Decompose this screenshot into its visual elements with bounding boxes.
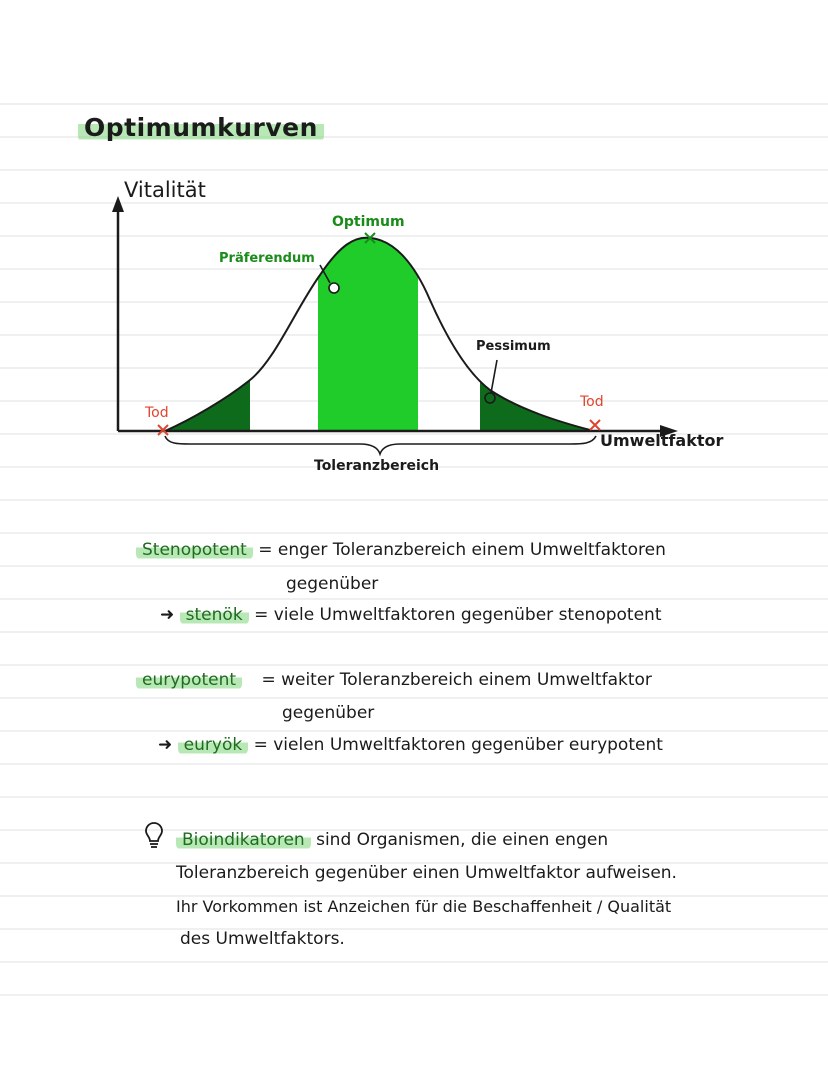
term-stenoek: stenök <box>180 605 249 625</box>
definition-eurypotent <box>136 670 652 690</box>
lightbulb-icon <box>144 821 164 849</box>
toleranzbereich-brace <box>165 436 596 454</box>
pessimum-point <box>485 393 495 403</box>
pessimum-pointer <box>491 360 497 393</box>
definition-stenopotent-cont <box>286 574 378 594</box>
term-bioindikatoren: Bioindikatoren <box>176 830 311 850</box>
tip-line-4 <box>180 929 345 949</box>
definition-stenopotent <box>136 540 666 560</box>
tod-label-right: Tod <box>580 394 604 410</box>
text-euryoek: = vielen Umweltfaktoren gegenüber eurypotent <box>253 735 663 755</box>
text-stenoek: = viele Umweltfaktoren gegenüber stenopotent <box>254 605 662 625</box>
definition-eurypotent-cont <box>282 703 374 723</box>
tip-line-3-text: Ihr Vorkommen ist Anzeichen für die Beschaffenheit / Qualität <box>176 897 672 916</box>
toleranzbereich-label: Toleranzbereich <box>314 458 440 474</box>
pessimum-label: Pessimum <box>476 339 551 354</box>
term-euryoek: euryök <box>178 735 249 755</box>
x-axis-label: Umweltfaktor <box>600 431 724 450</box>
arrow-icon: ➜ <box>160 605 175 625</box>
tip-line-2-text: Toleranzbereich gegenüber einen Umweltfaktor aufweisen. <box>176 863 677 883</box>
text-eurypotent: = weiter Toleranzbereich einem Umweltfaktor <box>261 670 652 690</box>
tip-line-1-text: sind Organismen, die einen engen <box>310 830 609 850</box>
pessimum-area-left <box>160 330 250 431</box>
arrow-icon: ➜ <box>158 735 173 755</box>
term-stenopotent: Stenopotent <box>136 540 253 560</box>
y-axis-arrow <box>112 196 124 212</box>
optimum-label: Optimum <box>332 214 405 230</box>
tod-marker-right <box>590 420 600 430</box>
tip-line-4-text: des Umweltfaktors. <box>180 929 345 949</box>
y-axis-label: Vitalität <box>124 178 206 202</box>
tip-line-2 <box>176 863 677 883</box>
optimum-curve-diagram <box>0 0 828 520</box>
tod-label-left: Tod <box>145 405 169 421</box>
term-eurypotent: eurypotent <box>136 670 242 690</box>
definition-euryoek <box>158 735 663 755</box>
tip-line-1 <box>176 830 608 850</box>
text-stenopotent: = enger Toleranzbereich einem Umweltfaktoren <box>258 540 666 560</box>
page-title-text: Optimumkurven <box>78 113 324 142</box>
definition-stenoek <box>160 605 661 625</box>
praeferendum-label: Präferendum <box>219 251 315 266</box>
text-stenopotent-cont: gegenüber <box>286 574 379 594</box>
tip-line-3 <box>176 897 671 916</box>
text-eurypotent-cont: gegenüber <box>282 703 375 723</box>
praeferendum-point <box>329 283 339 293</box>
